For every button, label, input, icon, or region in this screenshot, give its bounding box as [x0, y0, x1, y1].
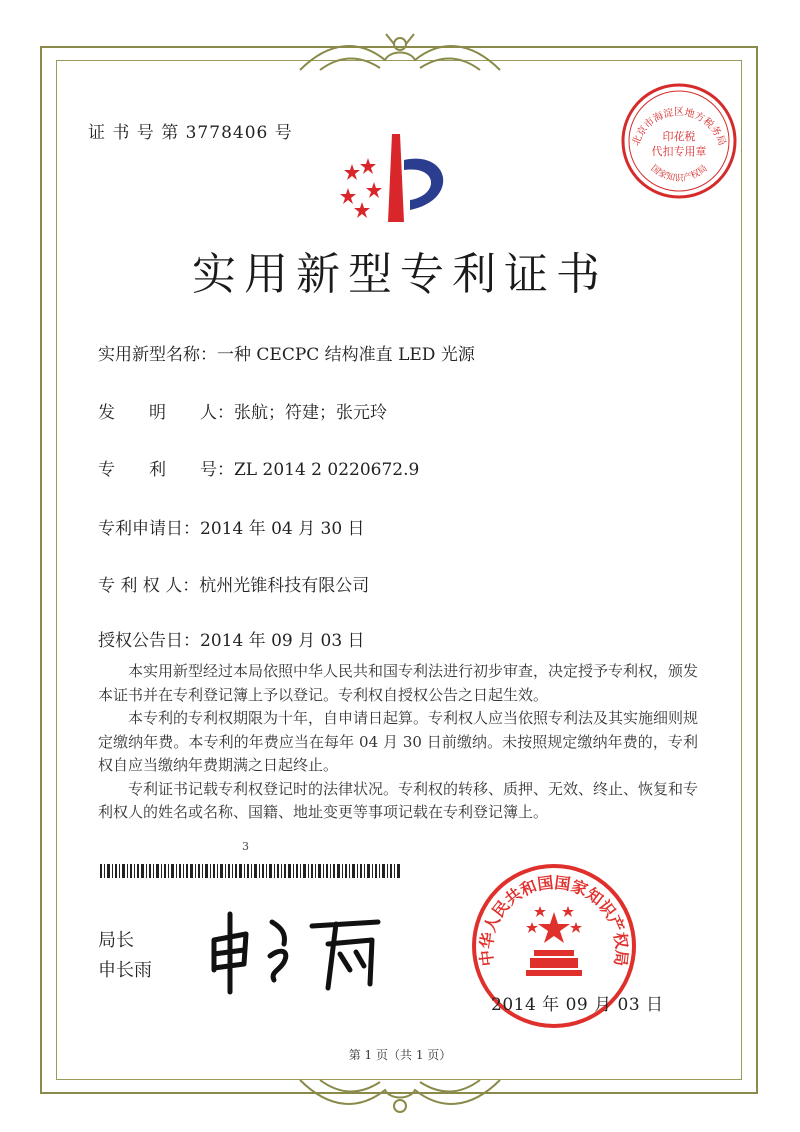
- inventor-value: 张航；符建；张元玲: [234, 403, 387, 423]
- utility-model-name-value: 一种 CECPC 结构准直 LED 光源: [217, 345, 475, 365]
- seal-top-inner-line1: 印花税: [662, 130, 696, 143]
- signature-labels: [98, 926, 152, 986]
- body-paragraph: 专利证书记载专利权登记时的法律状况。专利权的转移、质押、无效、终止、恢复和专利权人的姓名或名称、国籍、地址变更等事项记载在专利登记簿上。: [98, 779, 699, 821]
- top-ornament-icon: [290, 30, 510, 80]
- seal-top-outer-text: 北京市海淀区地方税务局: [630, 107, 728, 148]
- patent-office-logo-icon: [330, 130, 470, 230]
- certificate-number: 证 书 号 第 3778406 号: [88, 123, 293, 143]
- utility-model-name-row: [98, 340, 475, 365]
- patent-number-row: [98, 455, 419, 480]
- patentee-value: 杭州光锥科技有限公司: [199, 576, 370, 596]
- patent-number-value: ZL 2014 2 0220672.9: [234, 460, 420, 480]
- barcode-icon: [100, 864, 400, 878]
- bottom-ornament-icon: [290, 1070, 510, 1120]
- handwritten-signature-icon: [200, 900, 390, 996]
- seal-top-bottom-text: 国家知识产权局: [648, 163, 710, 184]
- inventor-label: 发 明 人：: [98, 403, 234, 423]
- body-paragraph: 本专利的专利权期限为十年，自申请日起算。专利权人应当依照专利法及其实施细则规定缴纳年费。本专利的年费应当在每年 04 月 30 日前缴纳。未按照规定缴纳年费的，专利权自应当缴纳年费期满之日起终止。: [98, 709, 699, 774]
- inventor-row: [98, 398, 387, 423]
- filing-date-value: 2014 年 04 月 30 日: [200, 519, 365, 539]
- seal-main-text: 中华人民共和国国家知识产权局: [476, 872, 632, 968]
- grant-date-row: [98, 626, 365, 651]
- seal-date: 2014 年 09 月 03 日: [491, 995, 664, 1015]
- svg-text:国家知识产权局: [648, 163, 709, 184]
- patent-number-label: 专 利 号：: [98, 460, 234, 480]
- patentee-label: 专 利 权 人：: [98, 576, 200, 596]
- small-mark: 3: [242, 840, 249, 853]
- utility-model-name-label: 实用新型名称：: [98, 345, 217, 365]
- signatory-position: 局长: [98, 930, 134, 951]
- page-footer: 第 1 页（共 1 页）: [348, 1048, 452, 1062]
- patentee-row: [98, 571, 369, 596]
- certificate-title: 实用新型专利证书: [192, 249, 608, 300]
- seal-top-inner-line2: 代扣专用章: [651, 145, 707, 158]
- grant-date-value: 2014 年 09 月 03 日: [200, 631, 365, 651]
- grant-date-label: 授权公告日：: [98, 631, 200, 651]
- filing-date-label: 专利申请日：: [98, 519, 200, 539]
- certificate-body: [98, 660, 698, 825]
- filing-date-row: [98, 514, 365, 539]
- tax-stamp-seal-icon: [620, 82, 738, 200]
- signatory-name: 申长雨: [98, 960, 152, 981]
- body-paragraph: 本实用新型经过本局依照中华人民共和国专利法进行初步审查，决定授予专利权，颁发本证书并在专利登记簿上予以登记。专利权自授权公告之日起生效。: [98, 662, 699, 704]
